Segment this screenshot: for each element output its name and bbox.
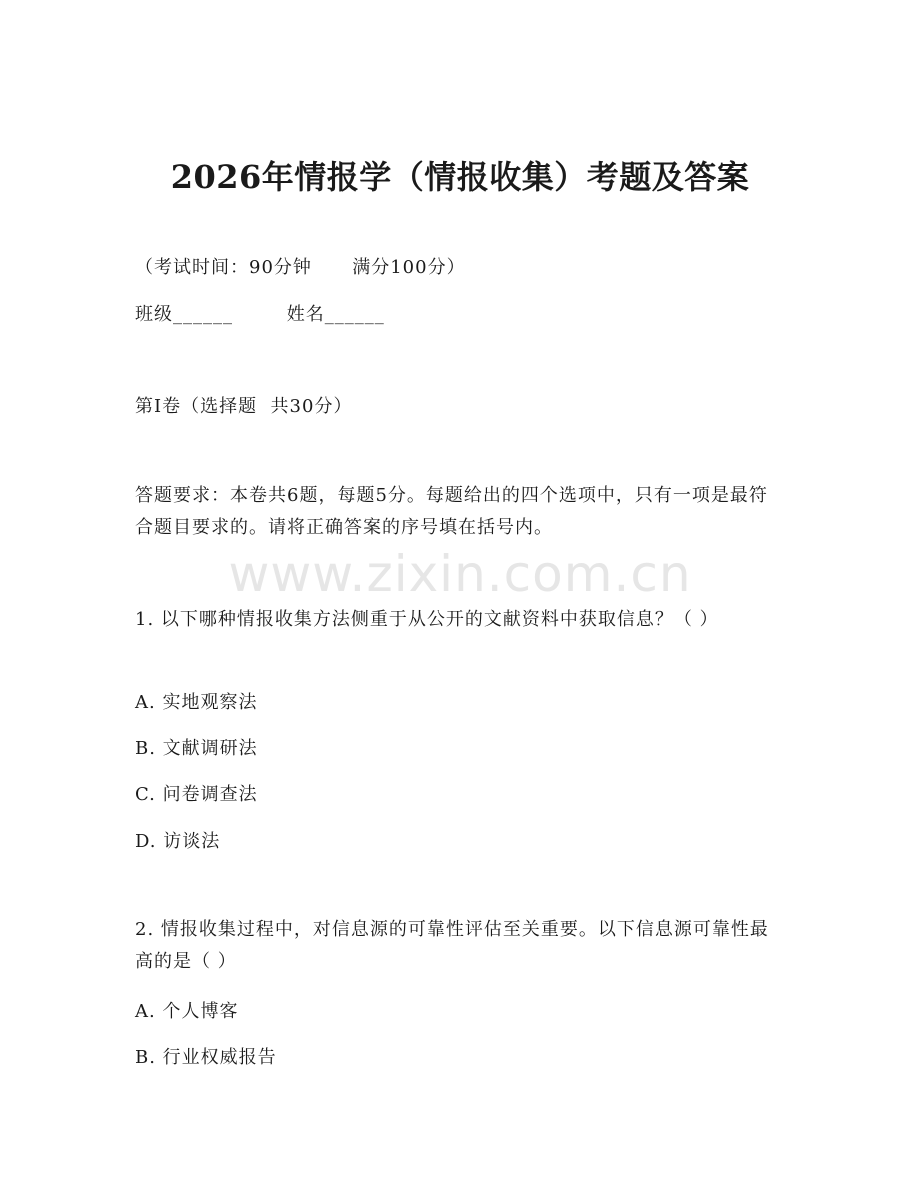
question-2-option-a: A. 个人博客 bbox=[135, 1001, 239, 1022]
student-fields: 班级______ 姓名______ bbox=[135, 304, 385, 325]
question-1-option-b: B. 文献调研法 bbox=[135, 738, 258, 759]
watermark: www.zixin.com.cn bbox=[228, 545, 692, 603]
document-title: 2026年情报学（情报收集）考题及答案 bbox=[170, 158, 750, 196]
exam-info: （考试时间：90分钟 满分100分） bbox=[135, 257, 466, 278]
question-1-option-a: A. 实地观察法 bbox=[135, 692, 258, 713]
section-header: 第I卷（选择题 共30分） bbox=[135, 396, 353, 417]
question-2-stem: 2. 情报收集过程中，对信息源的可靠性评估至关重要。以下信息源可靠性最高的是（ ） bbox=[135, 919, 769, 972]
question-1-stem: 1. 以下哪种情报收集方法侧重于从公开的文献资料中获取信息？（ ） bbox=[135, 609, 719, 630]
question-2-option-b: B. 行业权威报告 bbox=[135, 1047, 277, 1068]
question-1-option-d: D. 访谈法 bbox=[135, 831, 221, 852]
instructions: 答题要求：本卷共6题，每题5分。每题给出的四个选项中，只有一项是最符合题目要求的。请将正确答案的序号填在括号内。 bbox=[135, 485, 768, 538]
question-1-option-c: C. 问卷调查法 bbox=[135, 784, 258, 805]
